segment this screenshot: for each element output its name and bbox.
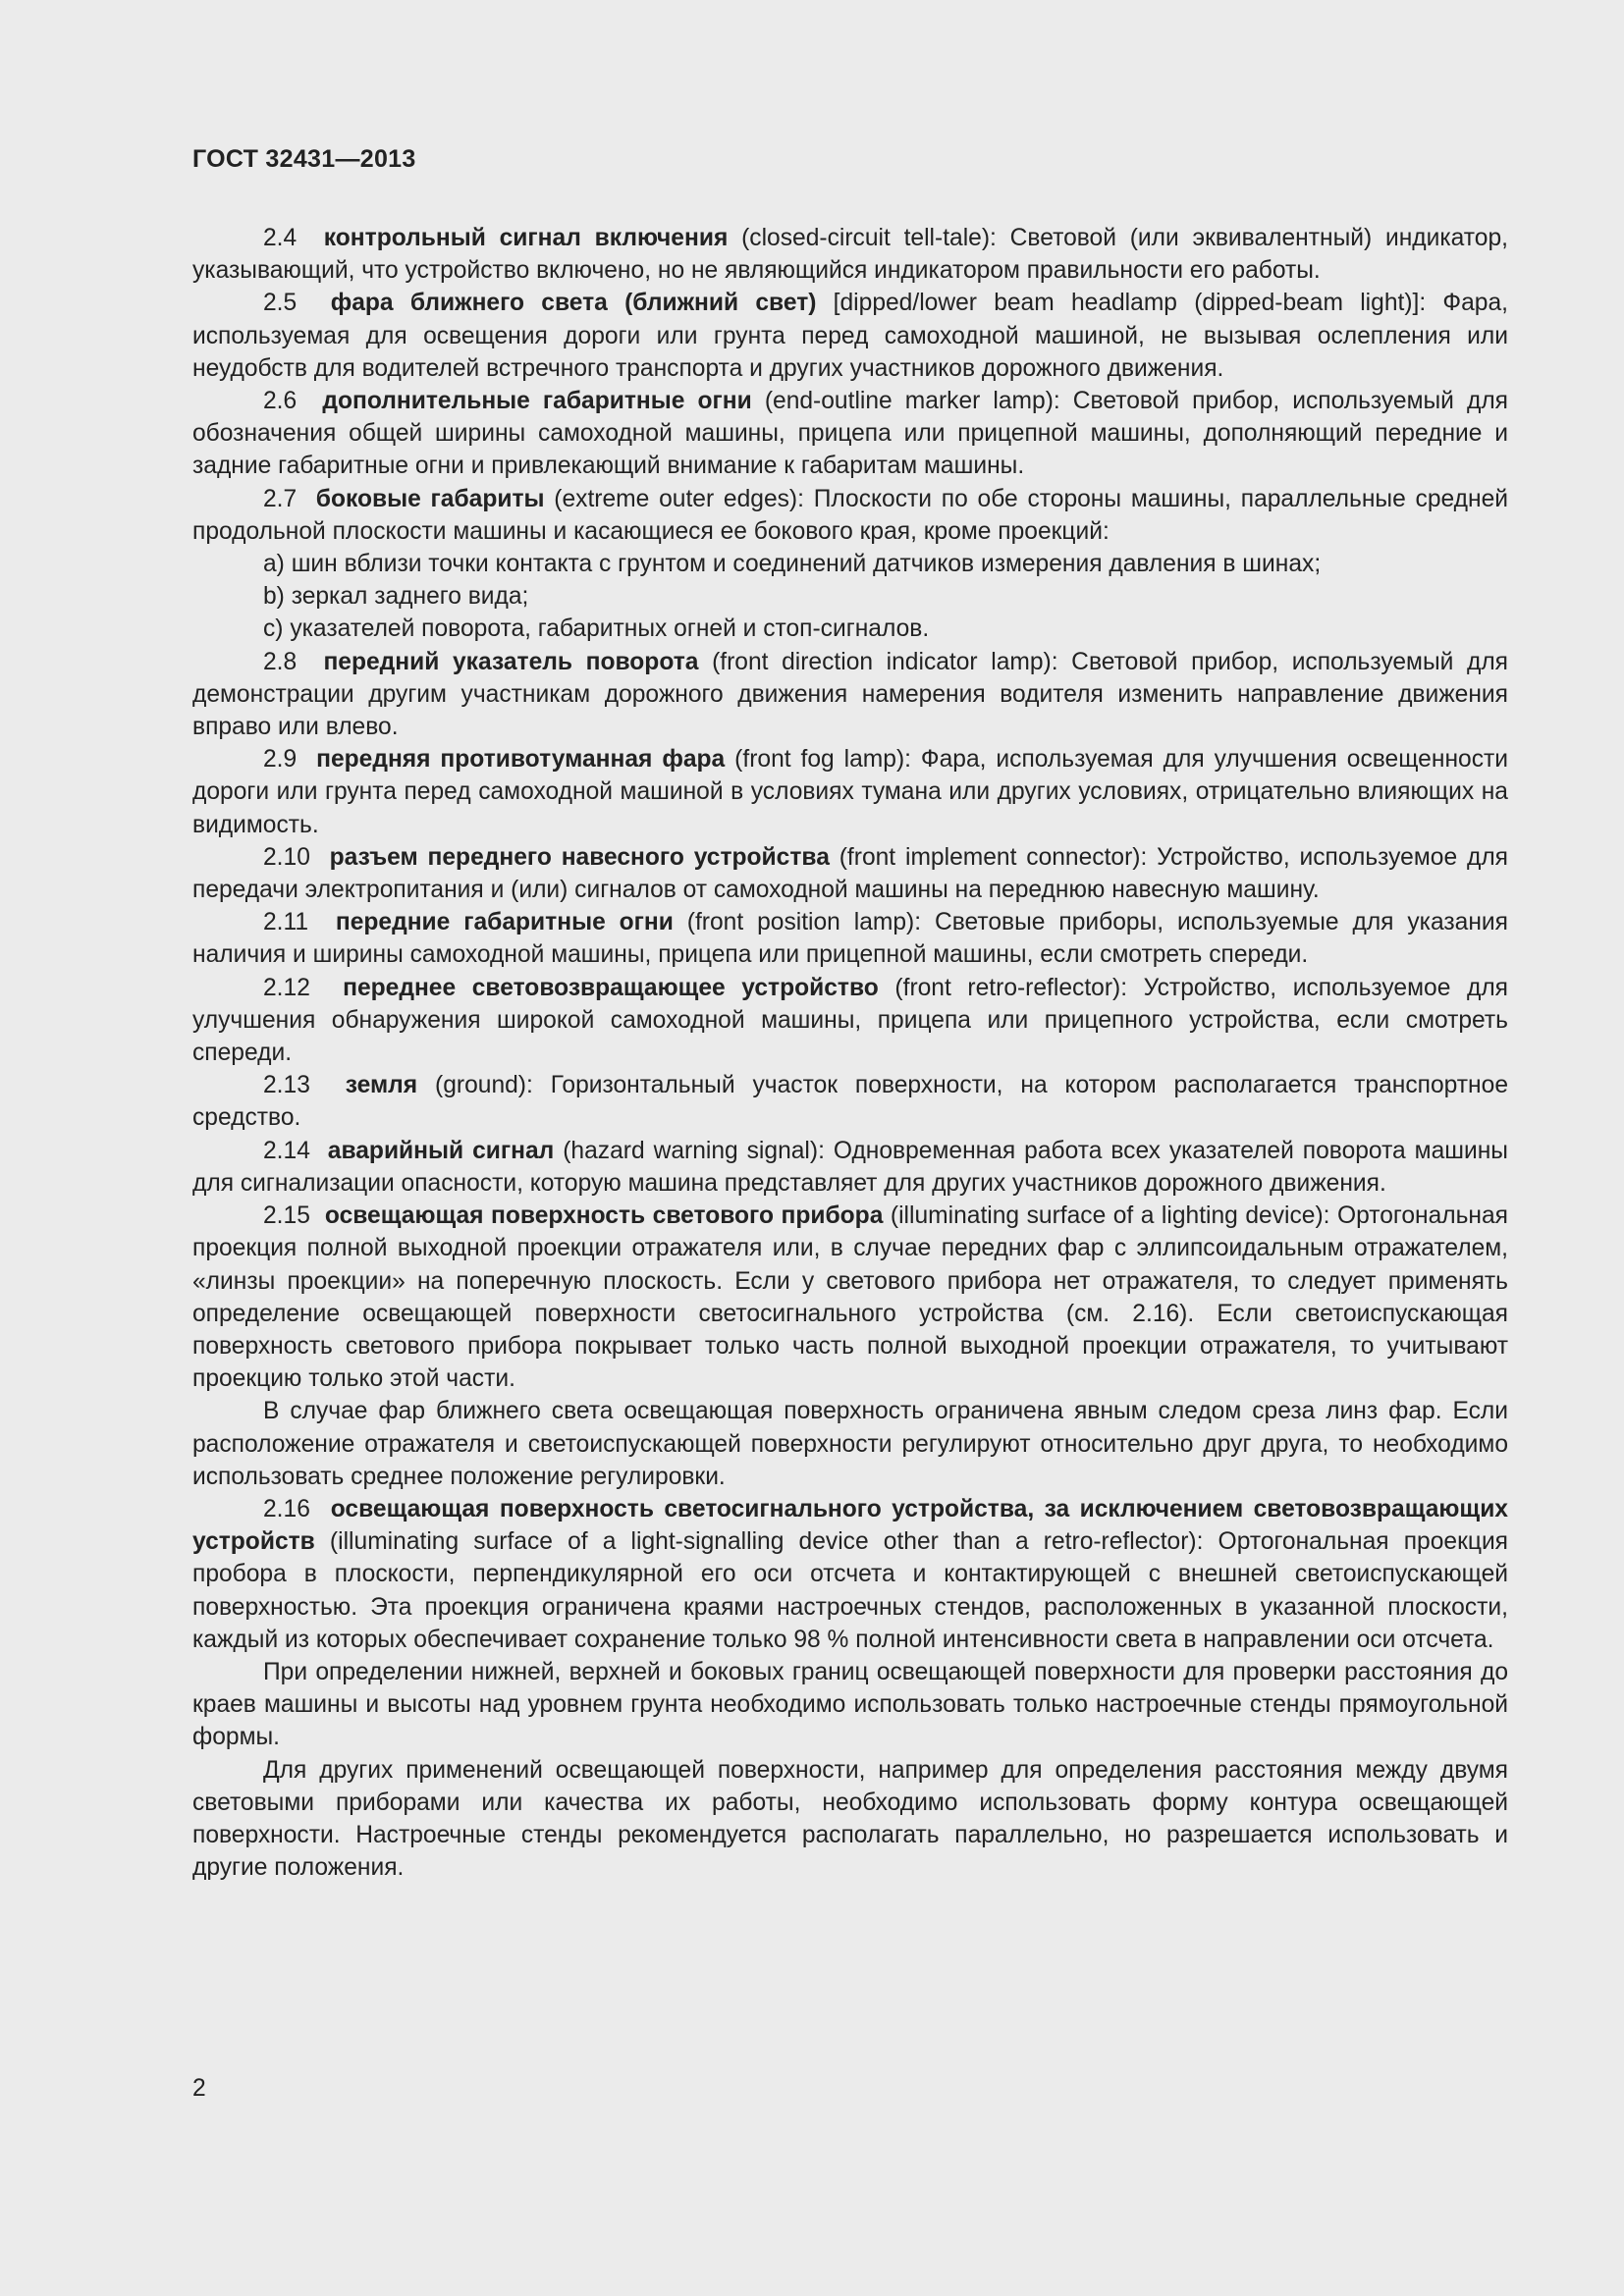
entry-term: дополнительные габаритные огни xyxy=(322,388,752,415)
entry-number: 2.4 xyxy=(263,225,298,251)
entry-2-14 xyxy=(192,1135,1508,1200)
entry-term: контрольный сигнал включения xyxy=(323,225,729,251)
page-header-standard-number: ГОСТ 32431—2013 xyxy=(192,145,416,173)
entry-definition: (front fog lamp): Фара, используемая для улучшения освещенности дороги или грунта перед самоходной машиной в условиях тумана или других условиях, отрицательно влияющих на видимость. xyxy=(192,746,1509,838)
entry-2-12 xyxy=(192,972,1508,1070)
entry-number: 2.10 xyxy=(263,843,310,871)
entry-number: 2.15 xyxy=(263,1202,310,1230)
entry-term: освещающая поверхность светового прибора xyxy=(324,1202,884,1230)
entry-number: 2.8 xyxy=(263,648,298,675)
entry-number: 2.12 xyxy=(263,974,310,1001)
document-body xyxy=(192,222,1508,1884)
entry-2-5 xyxy=(192,287,1508,385)
entry-2-16 xyxy=(192,1493,1508,1656)
entry-number: 2.9 xyxy=(263,746,298,774)
entry-definition: (extreme outer edges): Плоскости по обе стороны машины, параллельные средней продольной плоскости машины и касающиеся ее бокового края, кроме проекций: xyxy=(192,485,1508,545)
entry-definition: (hazard warning signal): Одновременная работа всех указателей поворота машины для сигнализации опасности, которую машина представляет для других участников дорожного движения. xyxy=(192,1137,1508,1197)
entry-2-13 xyxy=(192,1069,1508,1134)
entry-term: боковые габариты xyxy=(315,485,545,512)
entry-term: земля xyxy=(345,1072,418,1099)
paragraph-2-15-note: В случае фар ближнего света освещающая поверхность ограничена явным следом среза линз фар. Если расположение отражателя и светоиспускающей поверхности регулируют относительно друг друга, то необходимо использовать среднее положение регулировки. xyxy=(192,1398,1508,1490)
entry-term: разъем переднего навесного устройства xyxy=(329,843,830,871)
entry-definition: (front position lamp): Световые приборы, используемые для указания наличия и ширины самоходной машины, прицепа или прицепной машины, если смотреть спереди. xyxy=(192,909,1508,969)
entry-definition: (front retro-reflector): Устройство, используемое для улучшения обнаружения широкой самоходной машины, прицепа или прицепного устройства, если смотреть спереди. xyxy=(192,974,1508,1067)
entry-number: 2.13 xyxy=(263,1072,310,1099)
entry-definition: (end-outline marker lamp): Световой прибор, используемый для обозначения общей ширины самоходной машины, прицепа или прицепной машины, дополняющий передние и задние габаритные огни и привлекающий внимание к габаритам машины. xyxy=(192,388,1508,480)
entry-2-6 xyxy=(192,385,1508,483)
entry-term: переднее световозвращающее устройство xyxy=(343,974,879,1001)
entry-definition: (illuminating surface of a light-signalling device other than a retro-reflector): Ортогональная проекция пробора в плоскости, перпендикулярной его оси отсчета и контактирующей с внешней светоиспускающей поверхностью. Эта проекция ограничена краями настроечных стендов, расположенных в указанной плоскости, каждый из которых обеспечивает сохранение только 98 % полной интенсивности света в направлении оси отсчета. xyxy=(192,1528,1508,1653)
page-number: 2 xyxy=(192,2075,206,2102)
entry-term: передние габаритные огни xyxy=(335,909,674,936)
entry-number: 2.6 xyxy=(263,388,298,415)
entry-2-15 xyxy=(192,1200,1508,1395)
list-item-b: b) зеркал заднего вида; xyxy=(263,583,529,611)
entry-definition: [dipped/lower beam headlamp (dipped-beam light)]: Фара, используемая для освещения дороги или грунта перед самоходной машиной, не вызывая ослепления или неудобств для водителей встречного транспорта и других участников дорожного движения. xyxy=(192,290,1508,382)
entry-term: освещающая поверхность светосигнального устройства, за исключением световозвращающих устройств xyxy=(192,1495,1508,1556)
entry-definition: (illuminating surface of a lighting device): Ортогональная проекция полной выходной проекции отражателя или, в случае передних фар с эллипсоидальным отражателем, «линзы проекции» на поперечную плоскость. Если у светового прибора нет отражателя, то следует применять определение освещающей поверхности светосигнального устройства (см. 2.16). Если светоиспускающая поверхность светового прибора покрывает только часть полной выходной проекции отражателя, то учитывают проекцию только этой части. xyxy=(192,1202,1509,1393)
entry-term: передняя противотуманная фара xyxy=(316,746,726,774)
entry-definition: (front implement connector): Устройство, используемое для передачи электропитания и (или) сигналов от самоходной машины на переднюю навесную машину. xyxy=(192,843,1508,904)
entry-number: 2.11 xyxy=(263,909,309,936)
entry-number: 2.7 xyxy=(263,485,298,512)
paragraph-2-16-boundaries: При определении нижней, верхней и боковых границ освещающей поверхности для проверки расстояния до краев машины и высоты над уровнем грунта необходимо использовать только настроечные стенды прямоугольной формы. xyxy=(192,1658,1508,1751)
entry-term: передний указатель поворота xyxy=(323,648,699,675)
entry-term: фара ближнего света (ближний свет) xyxy=(330,290,817,317)
paragraph-2-16-other-uses: Для других применений освещающей поверхности, например для определения расстояния между двумя световыми приборами или качества их работы, необходимо использовать форму контура освещающей поверхности. Настроечные стенды рекомендуется располагать параллельно, но разрешается использовать и другие положения. xyxy=(192,1756,1508,1882)
entry-2-4 xyxy=(192,222,1508,287)
entry-term: аварийный сигнал xyxy=(327,1137,555,1164)
entry-definition: (ground): Горизонтальный участок поверхности, на котором располагается транспортное средство. xyxy=(192,1072,1508,1132)
entry-2-10 xyxy=(192,841,1508,906)
list-item-c: c) указателей поворота, габаритных огней и стоп-сигналов. xyxy=(263,615,930,643)
entry-2-7 xyxy=(192,483,1508,548)
entry-2-11 xyxy=(192,906,1508,971)
entry-definition: (front direction indicator lamp): Световой прибор, используемый для демонстрации другим участникам дорожного движения намерения водителя изменить направление движения вправо или влево. xyxy=(192,648,1509,741)
entry-2-9 xyxy=(192,743,1508,841)
entry-number: 2.5 xyxy=(263,290,298,317)
entry-definition: (closed-circuit tell-tale): Световой (или эквивалентный) индикатор, указывающий, что устройство включено, но не являющийся индикатором правильности его работы. xyxy=(192,225,1508,285)
entry-number: 2.14 xyxy=(263,1137,310,1164)
entry-number: 2.16 xyxy=(263,1495,310,1522)
entry-2-8 xyxy=(192,646,1508,744)
list-item-a: а) шин вблизи точки контакта с грунтом и соединений датчиков измерения давления в шинах; xyxy=(263,551,1322,578)
